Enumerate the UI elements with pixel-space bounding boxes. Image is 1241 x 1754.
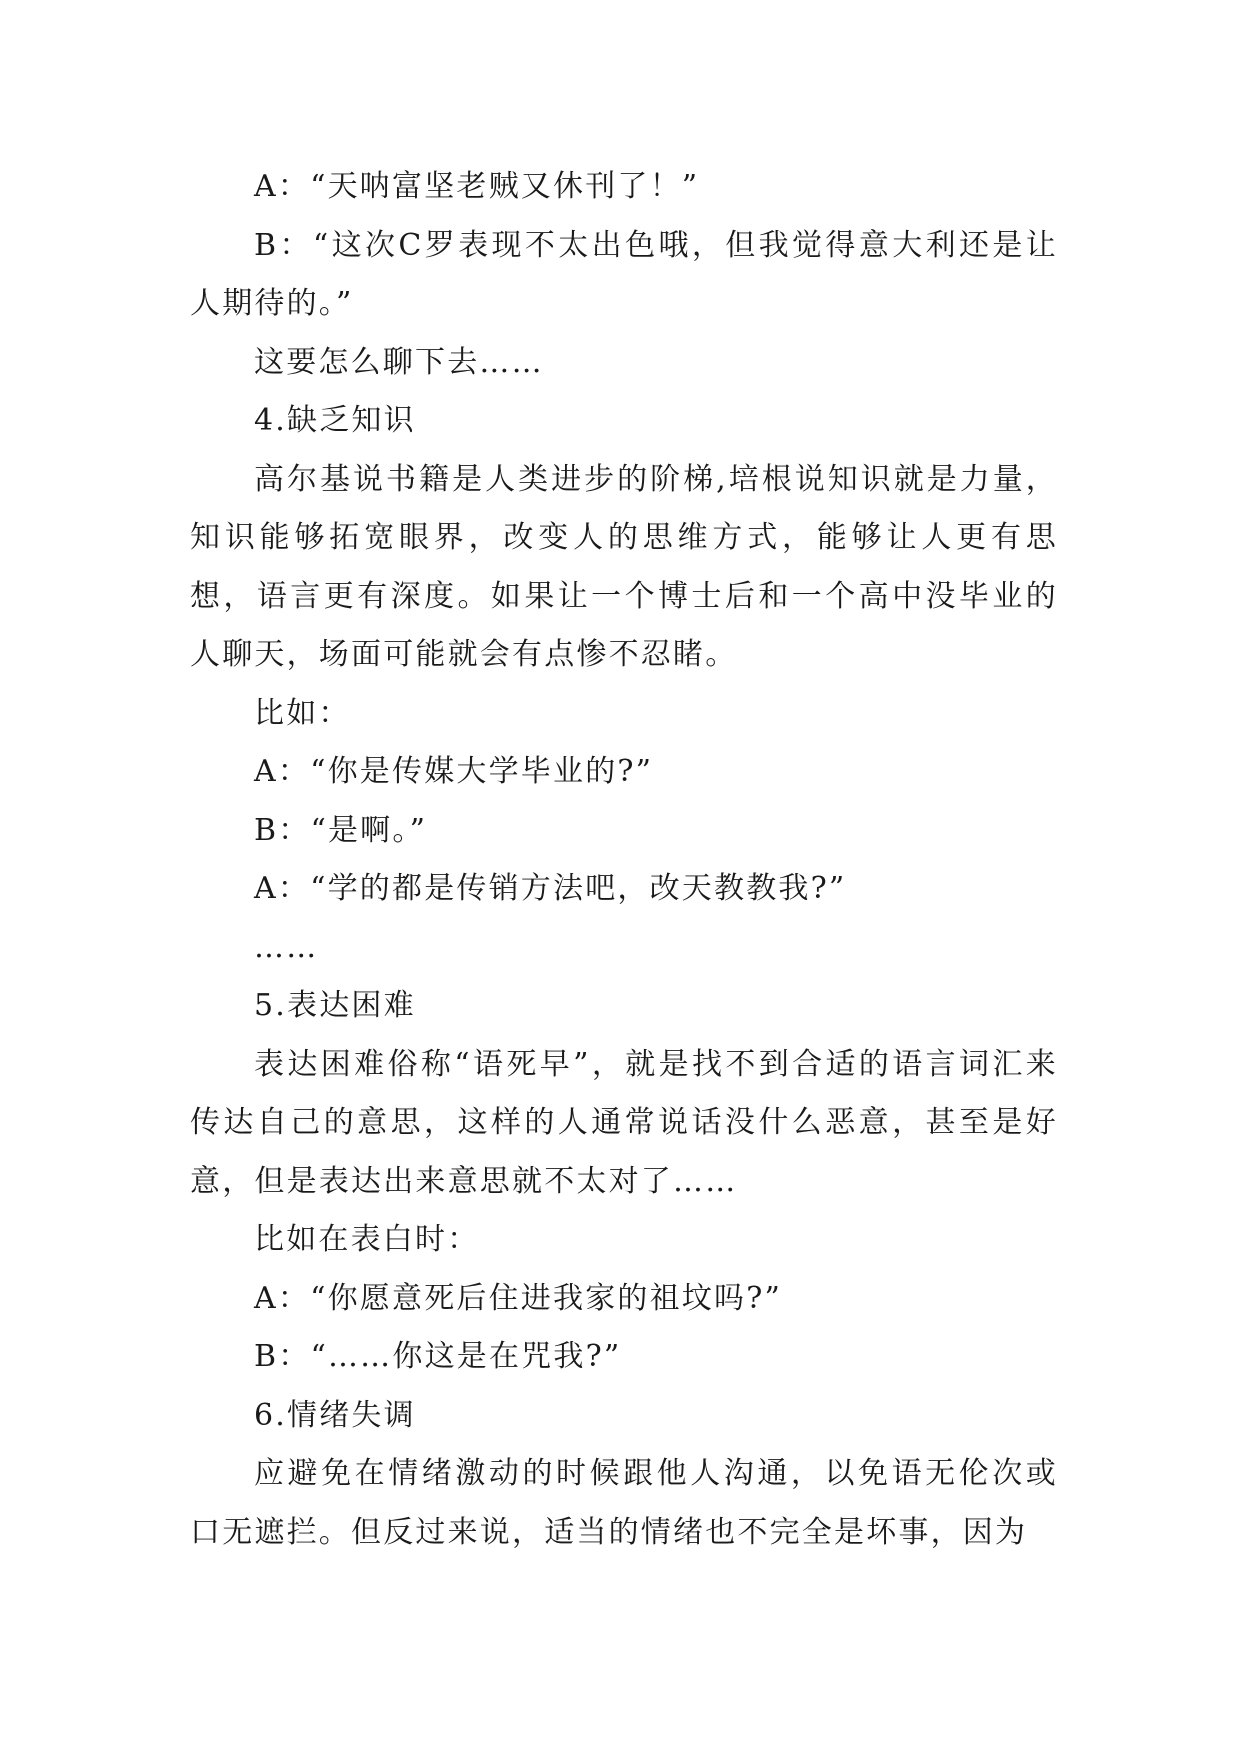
body-paragraph: 应避免在情绪激动的时候跟他人沟通，以免语无伦次或口无遮拦。但反过来说，适当的情绪也不完全是坏事，因为 xyxy=(190,1456,1058,1550)
section-heading-expression-difficulty: 5.表达困难 xyxy=(254,988,416,1023)
dialogue-line-a-tomb: A：“你愿意死后住进我家的祖坟吗?” xyxy=(254,1280,783,1316)
body-paragraph: 这要怎么聊下去…… xyxy=(254,344,544,380)
body-paragraph: 高尔基说书籍是人类进步的阶梯,培根说知识就是力量，知识能够拓宽眼界，改变人的思维方式，能够让人更有思想，语言更有深度。如果让一个博士后和一个高中没毕业的人聊天，场面可能就会有点惨不忍睹。 xyxy=(190,461,1058,672)
dialogue-line-a-pyramid: A：“学的都是传销方法吧，改天教教我?” xyxy=(254,871,847,906)
dialogue-line-b-curse: B：“……你这是在咒我?” xyxy=(254,1339,622,1374)
section-heading-lack-of-knowledge: 4.缺乏知识 xyxy=(254,403,416,438)
example-intro: 比如： xyxy=(254,695,351,731)
section-heading-emotional-imbalance: 6.情绪失调 xyxy=(254,1397,416,1433)
dialogue-line-b-yes: B：“是啊。” xyxy=(254,812,428,848)
example-intro: 比如在表白时： xyxy=(254,1222,480,1257)
dialogue-line-a-university: A：“你是传媒大学毕业的?” xyxy=(254,754,654,789)
ellipsis-line: …… xyxy=(254,929,319,965)
dialogue-line-a-fujiki: A：“天呐富坚老贼又休刊了！” xyxy=(254,169,700,204)
dialogue-line-b-ronaldo: B：“这次C罗表现不太出色哦，但我觉得意大利还是让人期待的。” xyxy=(190,227,1058,321)
body-paragraph: 表达困难俗称“语死早”，就是找不到合适的语言词汇来传达自己的意思，这样的人通常说话没什么恶意，甚至是好意，但是表达出来意思就不太对了…… xyxy=(190,1046,1058,1199)
document-body xyxy=(190,158,1058,1562)
